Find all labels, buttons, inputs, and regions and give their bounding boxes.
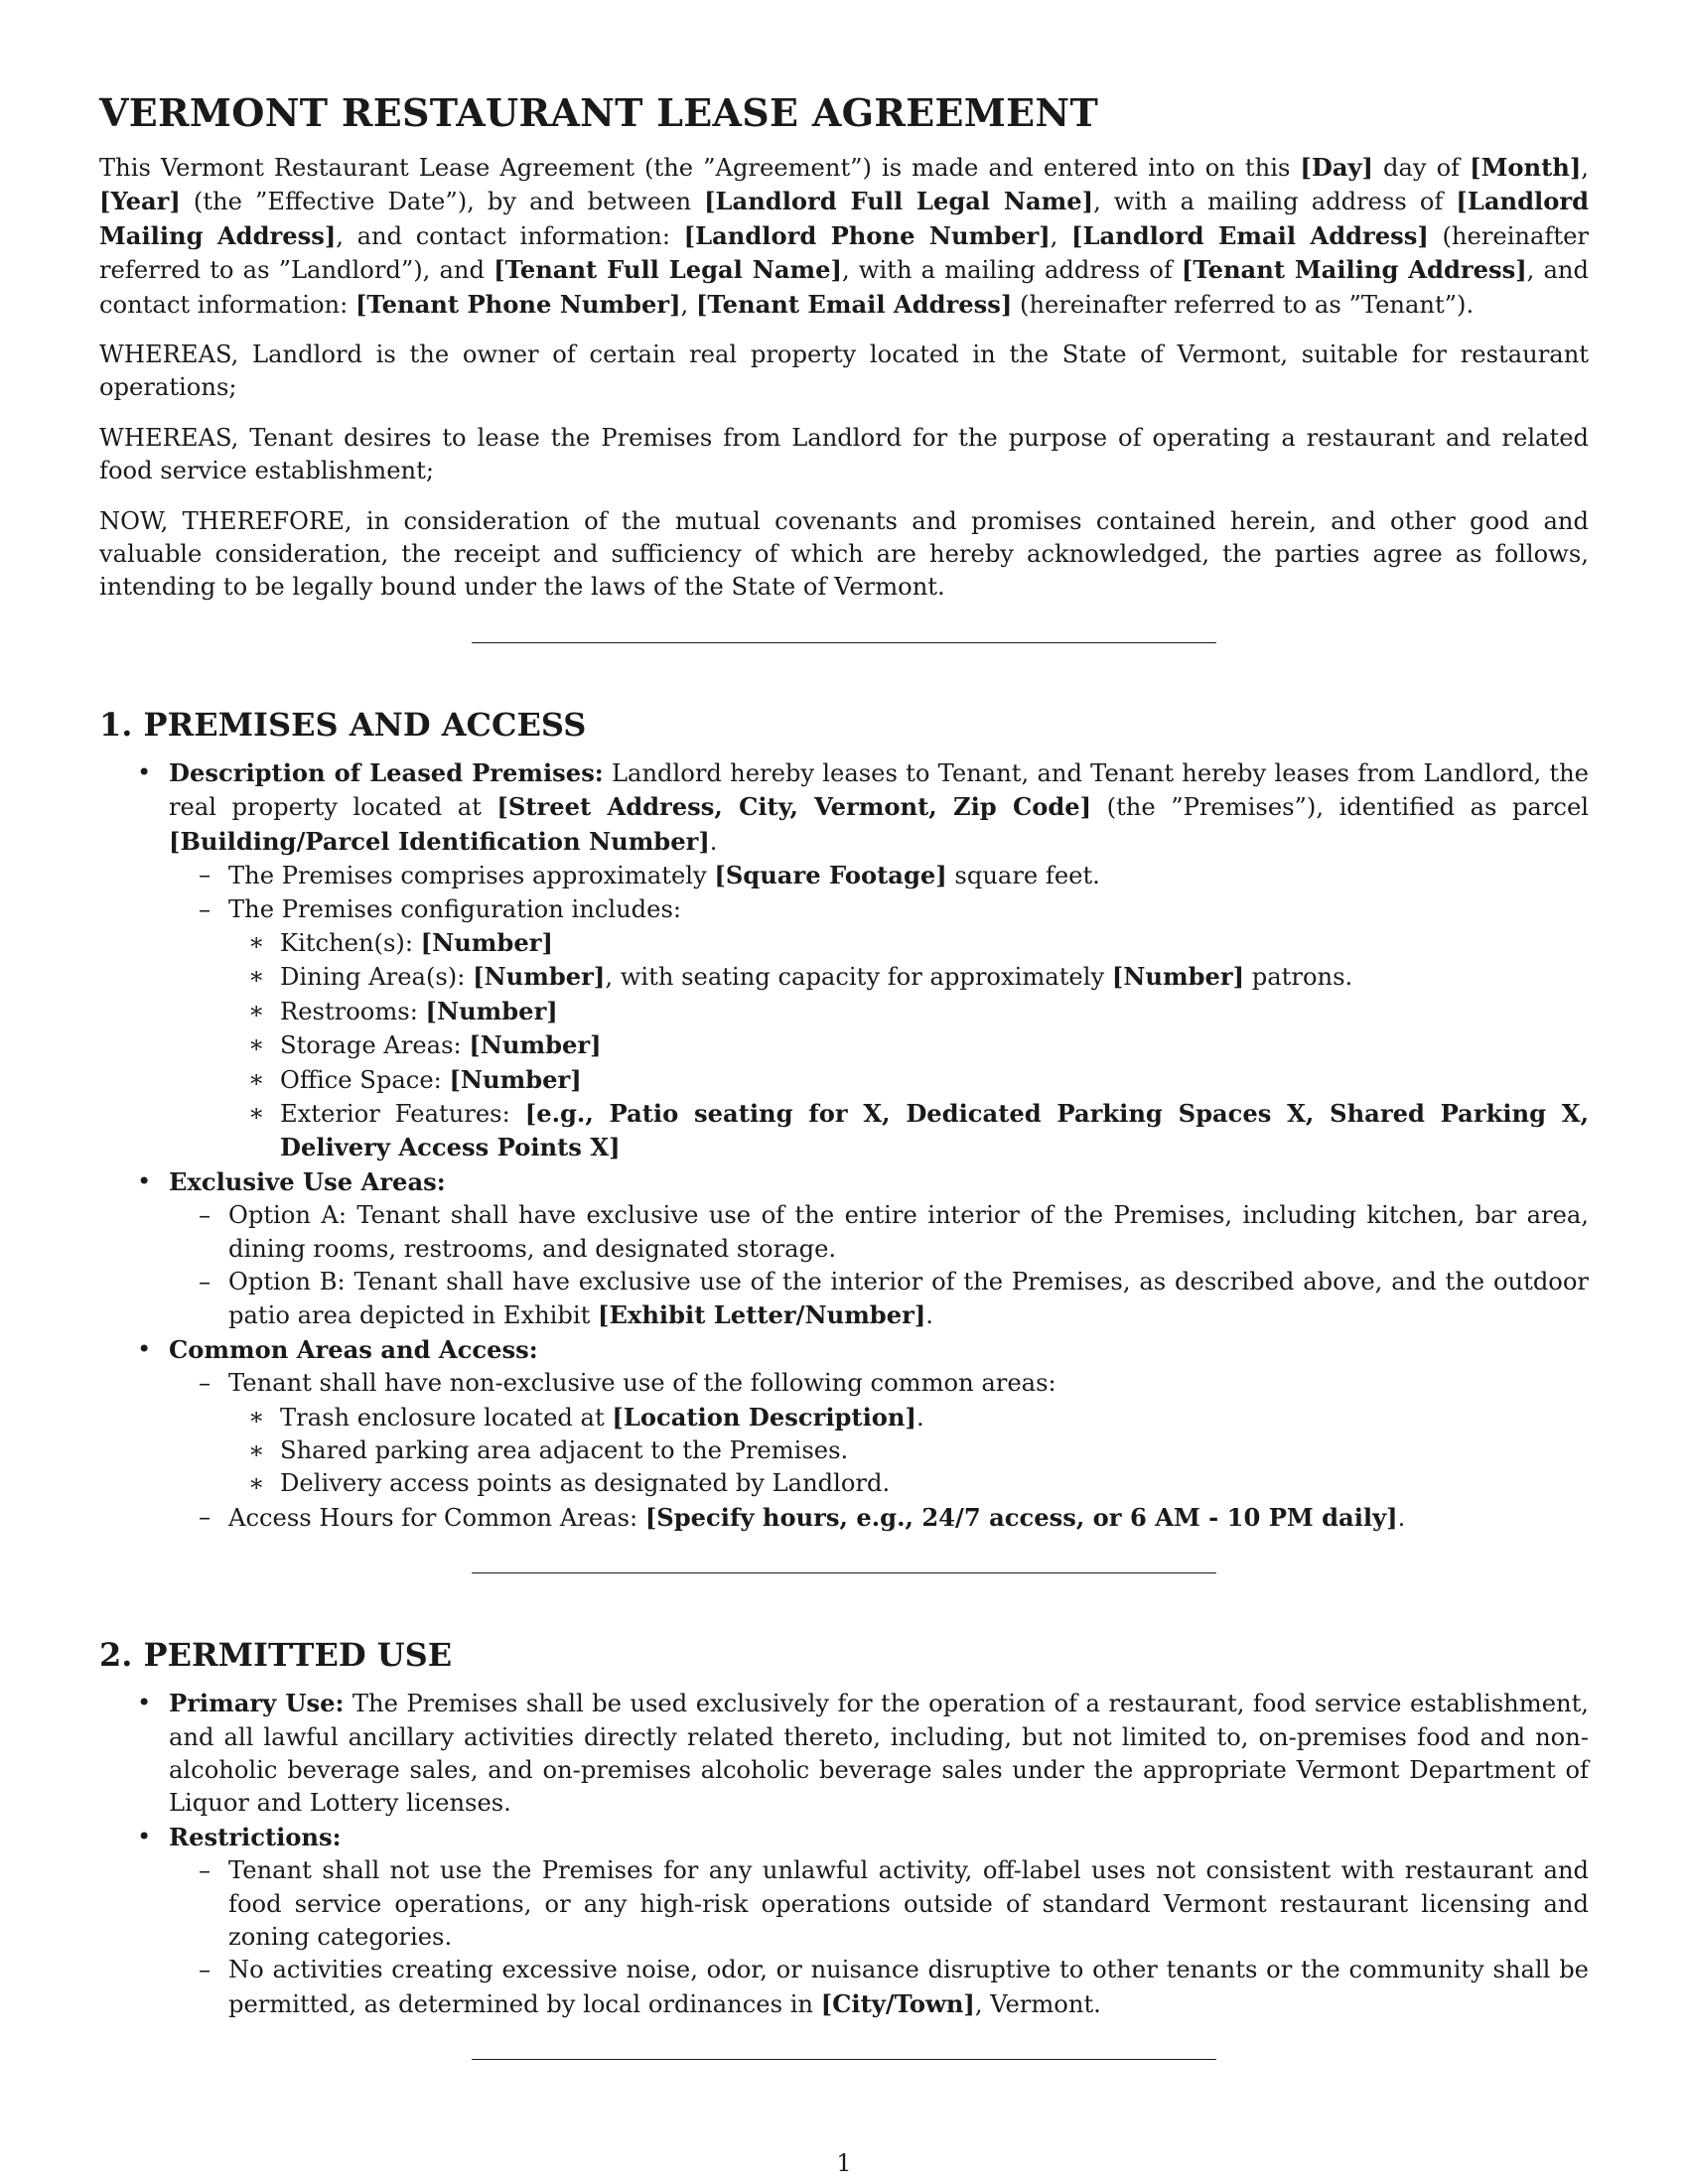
address-placeholder: [Street Address, City, Vermont, Zip Code]	[496, 792, 1092, 822]
landlord-phone-placeholder: [Landlord Phone Number]	[683, 220, 1051, 250]
parcel-placeholder: [Building/Parcel Identification Number]	[169, 826, 710, 856]
document-title: VERMONT RESTAURANT LEASE AGREEMENT	[99, 90, 1099, 135]
list-item-restriction-2: – No activities creating excessive noise, odor, or nuisance disruptive to other tenants or the community shall be permitted, as determined by local ordinances in [City/Town], Vermont.	[169, 1954, 1589, 2021]
tenant-name-placeholder: [Tenant Full Legal Name]	[493, 255, 842, 285]
section-2-list	[99, 1687, 1589, 2021]
tenant-phone-placeholder: [Tenant Phone Number]	[354, 289, 681, 319]
landlord-address-placeholder: [Landlord Mailing Address]	[99, 187, 1589, 250]
intro-paragraph: This Vermont Restaurant Lease Agreement (the ”Agreement”) is made and entered into on this [Day] day of [Month], [Year] (the ”Effective Date”), by and between [Landlord Full Legal Name], with a mailing address of [Landlord Mailing Address], and contact information: [Landlord Phone Number], [Landlord Email Address] (hereinafter referred to as ”Landlord”), and [Tenant Full Legal Name], with a mailing address of [Tenant Mailing Address], and contact information: [Tenant Phone Number], [Tenant Email Address] (hereinafter referred to as ”Tenant”).	[99, 153, 1589, 319]
section-2-heading: 2. PERMITTED USE	[99, 1636, 453, 1675]
page-number: 1	[836, 2149, 852, 2177]
list-item-access-hours: – Access Hours for Common Areas: [Specify hours, e.g., 24/7 access, or 6 AM - 10 PM daily].	[169, 1501, 1589, 1535]
list-item-common-intro: – Tenant shall have non-exclusive use of the following common areas: ∗ Trash enclosure located at [Location Description]. ∗ Shared parking area adjacent to the Premises. ∗ Delivery access points as designated by Landlord.	[169, 1367, 1589, 1501]
list-item-exclusive-use: • Exclusive Use Areas: – Option A: Tenant shall have exclusive use of the entire interior of the Premises, including kitchen, bar area, dining rooms, restrooms, and designated storage. – Option B: Tenant shall have exclusive use of the interior of the Premises, as described above, and the outdoor patio area depicted in Exhibit [Exhibit Letter/Number].	[99, 1165, 1589, 1333]
whereas-paragraph-2: WHEREAS, Tenant desires to lease the Premises from Landlord for the purpose of operating a restaurant and related food service establishment;	[99, 423, 1589, 485]
whereas-paragraph-1: WHEREAS, Landlord is the owner of certain real property located in the State of Vermont, suitable for restaurant operations;	[99, 341, 1589, 402]
list-item-primary-use: • Primary Use: The Premises shall be used exclusively for the operation of a restaurant, food service establishment, and all lawful ancillary activities directly related thereto, including, but not limited to, on-premises food and non-alcoholic beverage sales, and on-premises alcoholic beverage sales under the appropriate Vermont Department of Liquor and Lottery licenses.	[99, 1687, 1589, 1821]
list-item-delivery: ∗ Delivery access points as designated by Landlord.	[228, 1467, 1589, 1500]
list-item-configuration: – The Premises configuration includes: ∗ Kitchen(s): [Number] ∗ Dining Area(s): [Number], with seating capacity for approximately [Number] patrons. ∗ Restrooms: [Number] ∗ Storage Areas: [Number] ∗ Office Space: [Number] ∗ Exterior Features: [e.g., Patio seating for X, Dedicated Parking Spaces X, Shared Parking X, Delivery Access Points X]	[169, 893, 1589, 1165]
list-item-description: • Description of Leased Premises: Landlord hereby leases to Tenant, and Tenant hereby leases from Landlord, the real property located at [Street Address, City, Vermont, Zip Code] (the ”Premises”), identified as parcel [Building/Parcel Identification Number]. – The Premises comprises approximately [Square Footage] square feet. – The Premises configuration includes: ∗ Kitchen(s): [Number] ∗ Dining Area(s): [Number], with seating capacity for approximately [Number] patrons. ∗ Restrooms: [Number] ∗ Storage Areas: [Number] ∗ Office Space: [Number] ∗ Exterior Features: [e.g., Patio seating for X, Dedicated Parking Spaces X, Shared Parking X, Delivery Access Points X]	[99, 756, 1589, 1165]
section-divider	[472, 642, 1216, 643]
list-item-storage: ∗ Storage Areas: [Number]	[228, 1028, 1589, 1062]
list-item-exterior: ∗ Exterior Features: [e.g., Patio seating for X, Dedicated Parking Spaces X, Shared Parking X, Delivery Access Points X]	[228, 1097, 1589, 1165]
list-item-restriction-1: – Tenant shall not use the Premises for any unlawful activity, off-label uses not consistent with restaurant and food service operations, or any high-risk operations outside of standard Vermont restaurant licensing and zoning categories.	[169, 1854, 1589, 1954]
list-item-trash: ∗ Trash enclosure located at [Location Description].	[228, 1401, 1589, 1434]
month-placeholder: [Month]	[1470, 153, 1582, 182]
section-1-list	[99, 756, 1589, 1535]
landlord-name-placeholder: [Landlord Full Legal Name]	[704, 187, 1094, 216]
section-divider	[472, 2059, 1216, 2060]
list-item-parking: ∗ Shared parking area adjacent to the Premises.	[228, 1434, 1589, 1467]
landlord-email-placeholder: [Landlord Email Address]	[1071, 220, 1429, 250]
day-placeholder: [Day]	[1300, 153, 1373, 182]
section-divider	[472, 1572, 1216, 1573]
tenant-address-placeholder: [Tenant Mailing Address]	[1181, 255, 1527, 285]
tenant-email-placeholder: [Tenant Email Address]	[695, 289, 1013, 319]
now-therefore-paragraph: NOW, THEREFORE, in consideration of the mutual covenants and promises contained herein, and other good and valuable consideration, the receipt and sufficiency of which are hereby acknowledged, the parties agree as follows, intending to be legally bound under the laws of the State of Vermont.	[99, 506, 1589, 602]
list-item-office: ∗ Office Space: [Number]	[228, 1063, 1589, 1097]
list-item-dining: ∗ Dining Area(s): [Number], with seating capacity for approximately [Number] patrons.	[228, 960, 1589, 994]
list-item-option-a: – Option A: Tenant shall have exclusive use of the entire interior of the Premises, including kitchen, bar area, dining rooms, restrooms, and designated storage.	[169, 1199, 1589, 1266]
list-item-restrooms: ∗ Restrooms: [Number]	[228, 995, 1589, 1028]
document-page	[99, 91, 1589, 2121]
list-item-restrictions: • Restrictions: – Tenant shall not use the Premises for any unlawful activity, off-label uses not consistent with restaurant and food service operations, or any high-risk operations outside of standard Vermont restaurant licensing and zoning categories. – No activities creating excessive noise, odor, or nuisance disruptive to other tenants or the community shall be permitted, as determined by local ordinances in [City/Town], Vermont.	[99, 1821, 1589, 2021]
list-item-square-footage: – The Premises comprises approximately [Square Footage] square feet.	[169, 859, 1589, 892]
list-item-common-areas: • Common Areas and Access: – Tenant shall have non-exclusive use of the following common areas: ∗ Trash enclosure located at [Location Description]. ∗ Shared parking area adjacent to the Premises. ∗ Delivery access points as designated by Landlord. – Access Hours for Common Areas: [Specify hours, e.g., 24/7 access, or 6 AM - 10 PM daily].	[99, 1333, 1589, 1535]
list-item-kitchens: ∗ Kitchen(s): [Number]	[228, 926, 1589, 960]
year-placeholder: [Year]	[99, 187, 181, 216]
section-1-heading: 1. PREMISES AND ACCESS	[99, 705, 587, 744]
list-item-option-b: – Option B: Tenant shall have exclusive use of the interior of the Premises, as described above, and the outdoor patio area depicted in Exhibit [Exhibit Letter/Number].	[169, 1266, 1589, 1333]
